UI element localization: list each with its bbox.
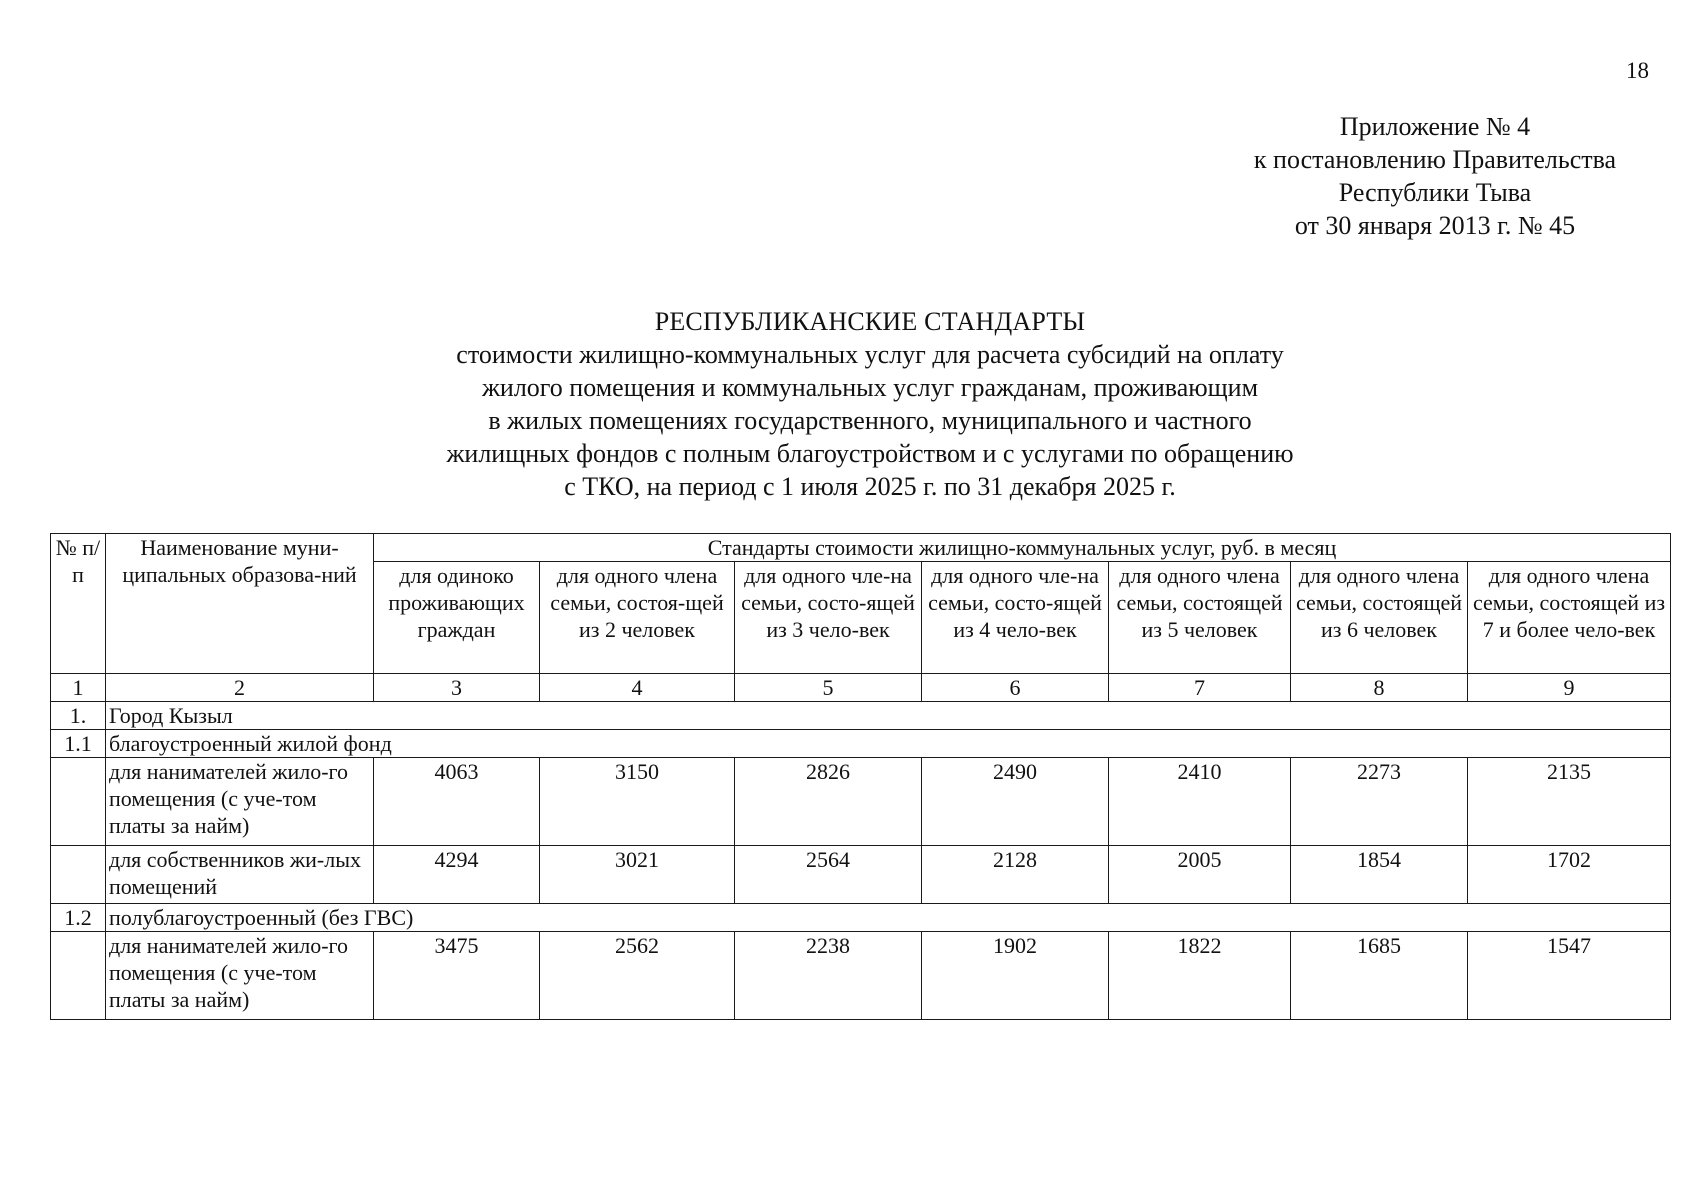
row-value: 2128	[922, 846, 1109, 904]
row-value: 4063	[374, 758, 540, 846]
row-value: 2273	[1291, 758, 1468, 846]
header-sub-col: для одного чле-на семьи, состо-ящей из 3 чело-век	[735, 562, 922, 674]
section-row	[51, 904, 1671, 932]
header-sub-col: для одного члена семьи, состоящей из 5 человек	[1109, 562, 1291, 674]
row-name: для нанимателей жило-го помещения (с уче-том платы за найм)	[106, 758, 374, 846]
row-value: 3150	[540, 758, 735, 846]
section-number: 1.1	[51, 730, 106, 758]
row-value: 1902	[922, 932, 1109, 1020]
appendix-line: Республики Тыва	[1338, 178, 1532, 207]
row-value: 1547	[1468, 932, 1671, 1020]
header-sub-col: для одного члена семьи, состоящей из 7 и более чело-век	[1468, 562, 1671, 674]
row-value: 1854	[1291, 846, 1468, 904]
row-value: 2410	[1109, 758, 1291, 846]
column-number: 3	[374, 674, 540, 702]
row-value: 1822	[1109, 932, 1291, 1020]
column-numbers-row	[51, 674, 1671, 702]
table-row	[51, 846, 1671, 904]
row-value: 4294	[374, 846, 540, 904]
title-line: с ТКО, на период с 1 июля 2025 г. по 31 декабря 2025 г.	[564, 472, 1176, 501]
section-number: 1.2	[51, 904, 106, 932]
row-value: 1685	[1291, 932, 1468, 1020]
row-value: 2562	[540, 932, 735, 1020]
section-name: Город Кызыл	[106, 702, 1671, 730]
row-value: 3475	[374, 932, 540, 1020]
row-value: 2005	[1109, 846, 1291, 904]
header-sub-col: для одного члена семьи, состоя-щей из 2 человек	[540, 562, 735, 674]
header-row-1	[51, 534, 1671, 562]
appendix-line: Приложение № 4	[1339, 112, 1531, 141]
column-number: 1	[51, 674, 106, 702]
section-name: полублагоустроенный (без ГВС)	[106, 904, 1671, 932]
column-number: 9	[1468, 674, 1671, 702]
row-number	[51, 758, 106, 846]
section-name: благоустроенный жилой фонд	[106, 730, 1671, 758]
title-line: жилого помещения и коммунальных услуг гражданам, проживающим	[481, 373, 1259, 402]
row-value: 3021	[540, 846, 735, 904]
header-group: Стандарты стоимости жилищно-коммунальных услуг, руб. в месяц	[374, 534, 1671, 562]
title-line: в жилых помещениях государственного, муниципального и частного	[488, 406, 1252, 435]
row-value: 2826	[735, 758, 922, 846]
column-number: 6	[922, 674, 1109, 702]
column-number: 2	[106, 674, 374, 702]
header-sub-col: для одного чле-на семьи, состо-ящей из 4 чело-век	[922, 562, 1109, 674]
row-number	[51, 846, 106, 904]
column-number: 4	[540, 674, 735, 702]
title-line: жилищных фондов с полным благоустройством и с услугами по обращению	[446, 439, 1294, 468]
header-sub-col: для одного члена семьи, состоящей из 6 человек	[1291, 562, 1468, 674]
row-value: 1702	[1468, 846, 1671, 904]
appendix-block	[1200, 110, 1670, 242]
row-value: 2490	[922, 758, 1109, 846]
appendix-line: от 30 января 2013 г. № 45	[1294, 211, 1576, 240]
header-col-no: № п/п	[51, 534, 106, 674]
row-value: 2564	[735, 846, 922, 904]
column-number: 8	[1291, 674, 1468, 702]
section-row	[51, 702, 1671, 730]
column-number: 5	[735, 674, 922, 702]
row-number	[51, 932, 106, 1020]
table-row	[51, 932, 1671, 1020]
row-name: для нанимателей жило-го помещения (с уче-том платы за найм)	[106, 932, 374, 1020]
document-title	[300, 305, 1440, 503]
header-sub-col: для одиноко проживающих граждан	[374, 562, 540, 674]
title-line: стоимости жилищно-коммунальных услуг для расчета субсидий на оплату	[456, 340, 1284, 369]
row-name: для собственников жи-лых помещений	[106, 846, 374, 904]
appendix-line: к постановлению Правительства	[1253, 145, 1617, 174]
header-col-name: Наименование муни-ципальных образова-ний	[106, 534, 374, 674]
section-number: 1.	[51, 702, 106, 730]
row-value: 2135	[1468, 758, 1671, 846]
row-value: 2238	[735, 932, 922, 1020]
page-number: 18	[1626, 58, 1649, 83]
section-row	[51, 730, 1671, 758]
title-main: РЕСПУБЛИКАНСКИЕ СТАНДАРТЫ	[654, 307, 1086, 336]
column-number: 7	[1109, 674, 1291, 702]
standards-table	[50, 533, 1671, 1020]
table-row	[51, 758, 1671, 846]
